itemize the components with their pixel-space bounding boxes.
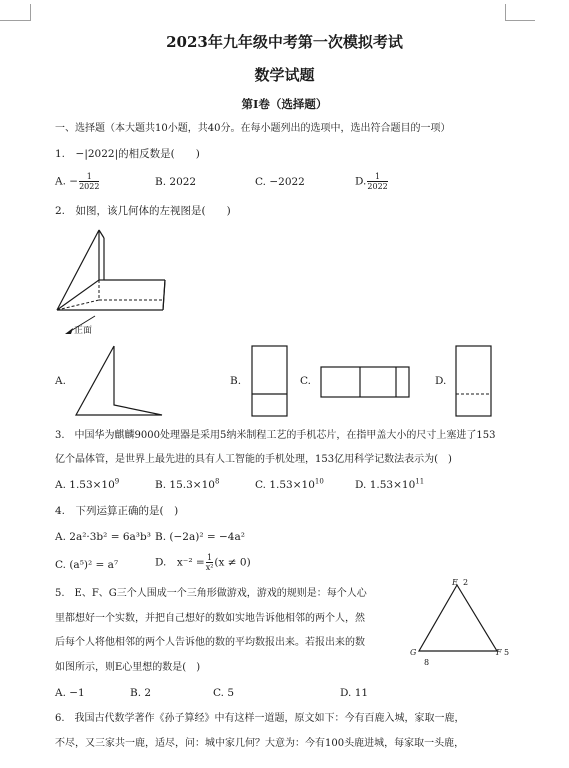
q5-option-b: B. 2	[130, 687, 152, 699]
q4-stem: 4. 下列运算正确的是( )	[55, 505, 179, 517]
q5-line-3: 后每个人将他相邻的两个人告诉他的数的平均数报出来。若报出来的数	[55, 637, 365, 648]
q2-front-label: 正面	[74, 326, 93, 336]
q5-label-f: F	[496, 648, 502, 657]
q5-line-4: 如图所示，则E心里想的数是( )	[55, 662, 201, 673]
q5-option-c: C. 5	[213, 687, 235, 699]
q2-option-d-label: D.	[435, 375, 447, 387]
q5-value-g: 8	[424, 658, 430, 667]
subject-title: 数学试题	[254, 66, 315, 84]
q2-option-c-label: C.	[300, 375, 311, 387]
q4-option-d: D. x⁻² = $\frac{1}{\text{x²}}$ (x ≠ 0)	[155, 553, 251, 572]
q3-option-c: C. $1.53\times 10^{10}$	[255, 477, 324, 491]
q2-option-b-label: B.	[230, 375, 242, 387]
q5-value-e: 2	[463, 578, 469, 587]
q2-option-d-figure	[455, 345, 493, 417]
q5-label-g: G	[410, 648, 417, 657]
q1-option-c: C. −2022	[255, 176, 305, 188]
q2-solid-figure	[55, 228, 170, 340]
volume-title: 第Ⅰ卷（选择题）	[241, 97, 328, 111]
q4-option-c: C. (a⁵)² = a⁷	[55, 559, 119, 571]
q1-option-a: A. − $\frac{1}{2022}$	[55, 172, 100, 191]
q5-option-a: A. −1	[55, 687, 85, 699]
q4-option-a: A. 2a²·3b² = 6a³b³	[55, 531, 151, 543]
q6-line-1: 6. 我国古代数学著作《孙子算经》中有这样一道题，原文如下：今有百鹿入城，家取一鹿，	[55, 713, 465, 724]
q5-option-d: D. 11	[340, 687, 369, 699]
q5-value-f: 5	[504, 648, 510, 657]
q2-option-a-figure	[74, 345, 164, 417]
q2-stem: 2. 如图，该几何体的左视图是( )	[55, 205, 231, 217]
q1-option-b: B. 2022	[155, 176, 197, 188]
q2-option-a-label: A.	[55, 375, 66, 387]
q3-line-1: 3. 中国华为麒麟9000处理器是采用5纳米制程工艺的手机芯片，在指甲盖大小的尺寸上塞进了153	[55, 430, 496, 441]
q1-stem: 1. −|2022|的相反数是( )	[55, 148, 200, 160]
q5-line-2: 里都想好一个实数，并把自己想好的数如实地告诉他相邻的两个人，然	[55, 613, 365, 624]
q1-option-d: D. $\frac{1}{2022}$	[355, 172, 388, 191]
q3-option-a: A. $1.53\times 10^9$	[55, 477, 120, 491]
q2-option-c-figure	[320, 366, 412, 398]
q2-option-b-figure	[251, 345, 289, 417]
q6-line-2: 不尽，又三家共一鹿，适尽，问：城中家几何？大意为：今有100头鹿进城，每家取一头鹿，	[55, 738, 465, 749]
q5-label-e: E	[452, 578, 458, 587]
q3-option-d: D. $1.53\times 10^{11}$	[355, 477, 425, 491]
q4-option-b: B. (−2a)² = −4a²	[155, 531, 245, 543]
exam-title: 2023年九年级中考第一次模拟考试	[166, 33, 403, 51]
q3-line-2: 亿个晶体管，是世界上最先进的具有人工智能的手机处理，153亿用科学记数法表示为( )	[55, 454, 452, 465]
q3-option-b: B. $15.3\times 10^8$	[155, 477, 220, 491]
section-intro: 一、选择题（本大题共10小题，共40分。在每小题列出的选项中，选出符合题目的一项）	[55, 123, 451, 134]
q5-line-1: 5. E、F、G三个人围成一个三角形做游戏，游戏的规则是：每个人心	[55, 588, 367, 599]
